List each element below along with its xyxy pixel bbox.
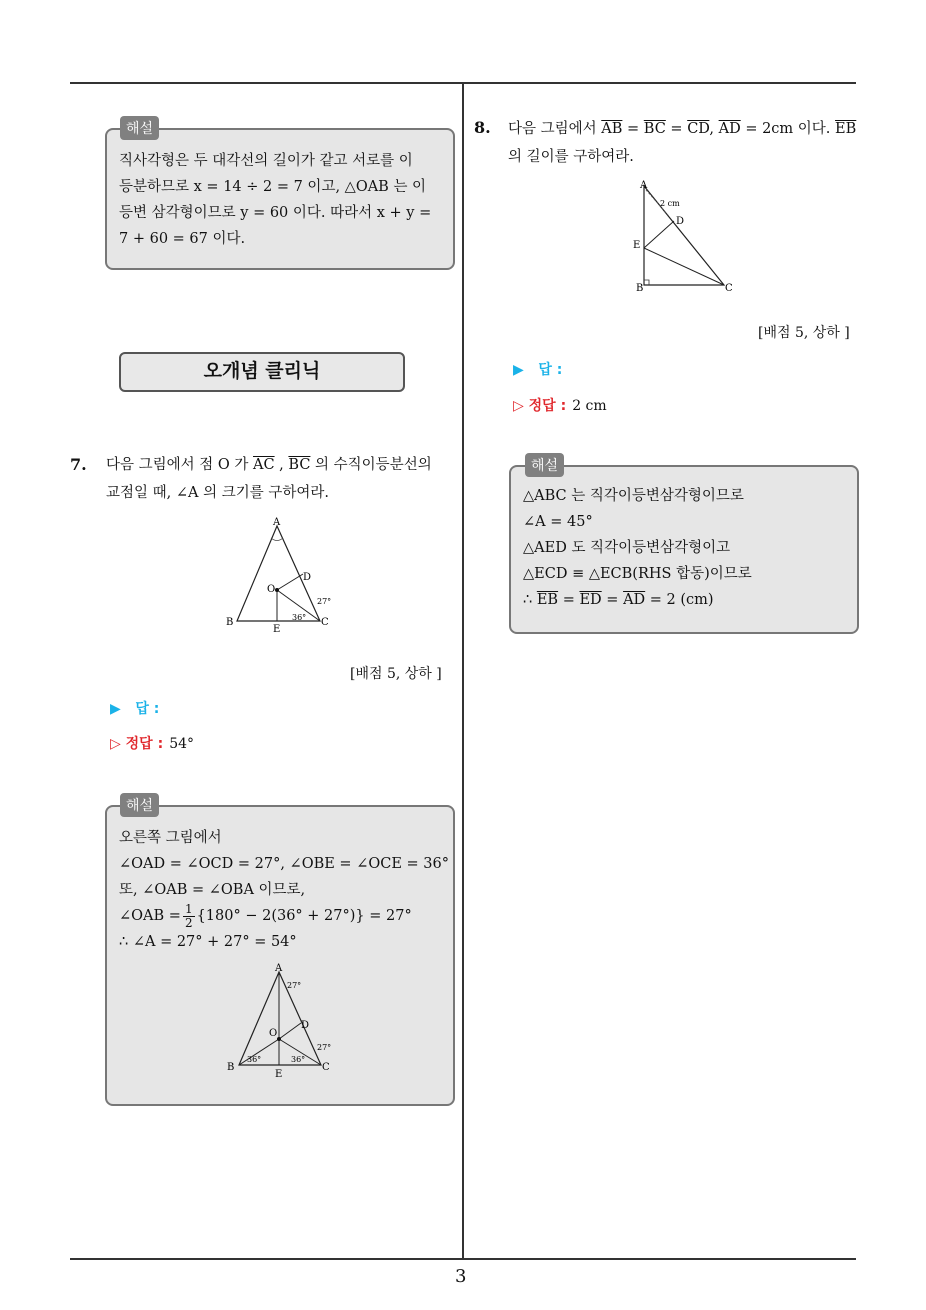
question-7-correct-value: 54° — [169, 736, 195, 752]
question-7-answer: ▶ 답 : — [110, 701, 160, 717]
fig-label-E: E — [633, 240, 641, 251]
fig-label-C: C — [322, 1062, 330, 1073]
question-8-text: 다음 그림에서 $\overline{AB} = \overline{BC} = \overline{CD}$, $\overline{AD} = 2cm$ 이다. $\overline{EB}$ 의 길이를 구하여라. — [508, 121, 857, 165]
explanation-tag: 해설 — [120, 116, 159, 140]
fig-angle: 27° — [317, 1043, 332, 1052]
explanation-line: 또, ∠OAB = ∠OBA 이므로, — [119, 882, 306, 898]
correct-arrow-icon: ▷ — [513, 398, 524, 414]
question-8-figure — [628, 178, 740, 298]
explanation-tag: 해설 — [525, 453, 564, 477]
fig-label-O: O — [267, 584, 276, 595]
fig-angle-27: 27° — [317, 597, 332, 606]
question-7-number: 7. — [70, 455, 87, 474]
page-number: 3 — [455, 1266, 467, 1287]
fig-label-B: B — [226, 617, 234, 628]
question-8-number: 8. — [474, 118, 491, 137]
explanation-tag: 해설 — [120, 793, 159, 817]
question-8-correct: ▷ 정답 : 2 cm — [513, 398, 607, 414]
question-7-explanation-figure — [221, 962, 345, 1082]
answer-arrow-icon: ▶ — [513, 362, 524, 378]
prev-explanation-box — [105, 128, 455, 270]
question-7-text: 다음 그림에서 점 O 가 $\overline{AC}$ , $\overline{BC}$ 의 수직이등분선의 교점일 때, ∠A 의 크기를 구하여라. — [106, 457, 432, 501]
fig-label-B: B — [227, 1062, 235, 1073]
fig-length: 2 cm — [660, 199, 680, 208]
question-8-explanation-box — [509, 465, 859, 634]
question-8-answer: ▶ 답 : — [513, 362, 563, 378]
answer-arrow-icon: ▶ — [110, 701, 121, 717]
explanation-line: △AED 도 직각이등변삼각형이고 — [523, 540, 731, 556]
prev-explanation-text — [119, 148, 431, 252]
fig-label-O: O — [269, 1028, 278, 1039]
section-title: 오개념 클리닉 — [119, 352, 405, 392]
fig-label-C: C — [321, 617, 329, 628]
explanation-line: 7 + 60 = 67 이다. — [119, 231, 246, 247]
fig-angle: 27° — [287, 981, 302, 990]
explanation-line: 직사각형은 두 대각선의 길이가 같고 서로를 이 — [119, 153, 413, 169]
explanation-fraction-line: ∠OAB = $\frac{1}{2}$ {180° − 2(36° + 27°)} = 27° — [119, 901, 412, 930]
question-7-explanation-box — [105, 805, 455, 1106]
question-8-explanation-text — [523, 483, 752, 613]
correct-arrow-icon: ▷ — [110, 736, 121, 752]
fig-label-A: A — [275, 963, 283, 974]
explanation-line: ∠A = 45° — [523, 514, 593, 530]
fig-label-D: D — [301, 1020, 310, 1031]
explanation-line: 등분하므로 x = 14 ÷ 2 = 7 이고, △OAB 는 이 — [119, 179, 427, 195]
explanation-line: ∴ ∠A = 27° + 27° = 54° — [119, 934, 297, 950]
column-divider — [462, 84, 464, 1259]
fig-label-D: D — [676, 216, 685, 227]
explanation-line: △ABC 는 직각이등변삼각형이므로 — [523, 488, 744, 504]
bottom-rule — [70, 1258, 856, 1260]
explanation-line: ∠OAD = ∠OCD = 27°, ∠OBE = ∠OCE = 36° — [119, 856, 449, 872]
fig-label-E: E — [273, 624, 281, 635]
question-7-explanation-text — [119, 825, 449, 955]
fig-label-C: C — [725, 283, 733, 294]
fig-label-D: D — [303, 572, 312, 583]
fig-label-B: B — [636, 283, 644, 294]
explanation-line: △ECD ≡ △ECB(RHS 합동)이므로 — [523, 566, 752, 582]
question-7-figure — [220, 512, 340, 637]
fig-label-A: A — [273, 517, 281, 528]
explanation-line: ∴ $\overline{EB} = \overline{ED} = \overline{AD} = 2$ (cm) — [523, 592, 714, 608]
explanation-line: 오른쪽 그림에서 — [119, 830, 222, 846]
fig-angle: 36° — [247, 1055, 262, 1064]
question-8-correct-value: 2 cm — [572, 398, 607, 414]
question-7-correct: ▷ 정답 : 54° — [110, 736, 195, 752]
fig-angle-36: 36° — [292, 613, 307, 622]
fig-label-E: E — [275, 1069, 283, 1080]
question-8-score: [배점 5, 상하 ] — [758, 325, 850, 341]
fig-angle: 36° — [291, 1055, 306, 1064]
question-7-score: [배점 5, 상하 ] — [350, 666, 442, 682]
explanation-line: 등변 삼각형이므로 y = 60 이다. 따라서 x + y = — [119, 205, 432, 221]
fig-label-A: A — [640, 180, 648, 191]
